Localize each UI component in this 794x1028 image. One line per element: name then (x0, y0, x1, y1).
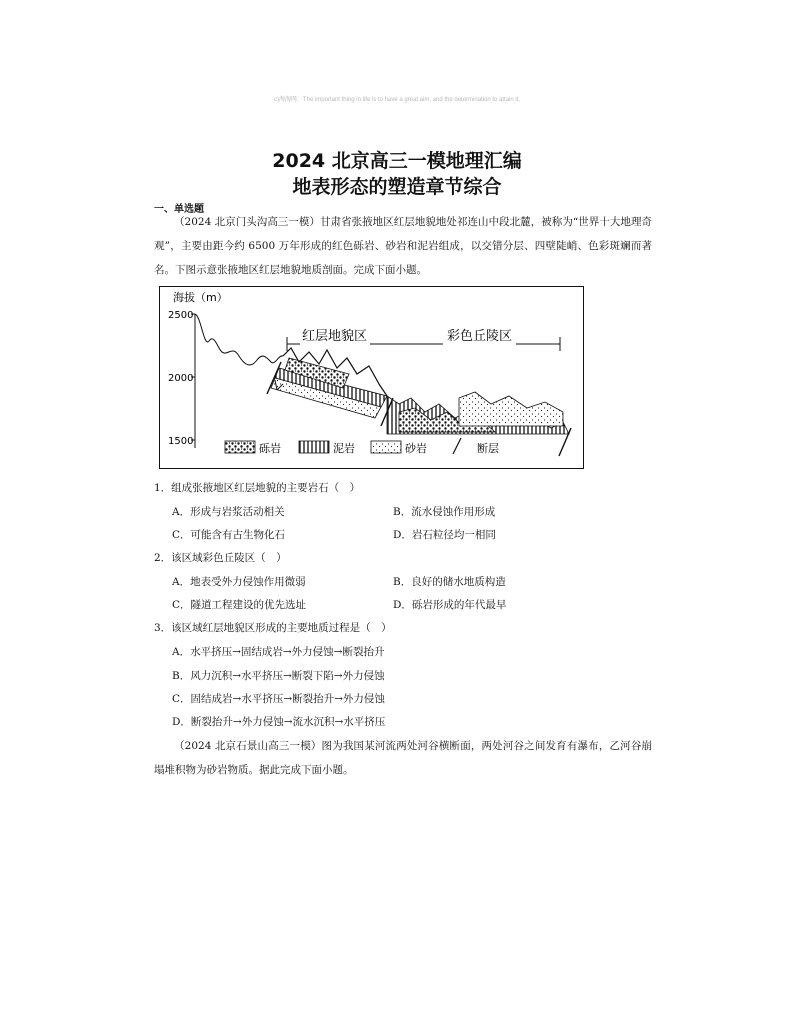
document-title: 2024 北京高三一模地理汇编 (272, 150, 522, 172)
document-subtitle: 地表形态的塑造章节综合 (292, 176, 502, 198)
q1-option-b: B．流水侵蚀作用形成 (393, 506, 496, 518)
legend-gravel-swatch (225, 441, 255, 453)
passage-2: （2024 北京石景山高三一模）图为我国某河流两处河谷横断面，两处河谷之间发育有瀑布，乙河谷崩塌堆积物为砂岩物质。据此完成下面小题。 (154, 740, 652, 776)
tick-2000: 2000 (168, 373, 194, 384)
q2-option-b: B．良好的储水地质构造 (393, 576, 506, 588)
section-heading: 一、单选题 (154, 204, 204, 215)
legend-fault-label: 断层 (477, 442, 499, 455)
region-label-red-layer: 红层地貌区 (302, 329, 368, 344)
q1-option-c: C．可能含有古生物化石 (172, 529, 286, 541)
legend-mudstone-label: 泥岩 (333, 442, 355, 455)
legend-gravel-label: 砾岩 (259, 442, 281, 455)
watermark: c)淘淘网：The important thing in life is to have a great aim, and the determination to attain it. (273, 97, 521, 103)
q1-option-d: D．岩石粒径均一相同 (393, 529, 496, 541)
q3-option-a: A．水平挤压→固结成岩→外力侵蚀→断裂抬升 (172, 646, 385, 658)
question-2: 2．该区域彩色丘陵区（ ） (154, 552, 287, 564)
region-label-colored-hills: 彩色丘陵区 (447, 329, 513, 344)
q3-option-b: B．风力沉积→水平挤压→断裂下陷→外力侵蚀 (172, 670, 385, 682)
question-3: 3．该区域红层地貌区形成的主要地质过程是（ ） (154, 622, 392, 634)
q3-option-c: C．固结成岩→水平挤压→断裂抬升→外力侵蚀 (172, 693, 385, 705)
geologic-profile-figure (159, 286, 584, 469)
question-1: 1．组成张掖地区红层地貌的主要岩石（ ） (154, 482, 361, 494)
tick-1500: 1500 (168, 436, 194, 447)
tick-2500: 2500 (168, 310, 194, 321)
legend-mudstone-swatch (299, 441, 329, 453)
y-axis-label: 海拔（m） (173, 291, 228, 304)
passage-1: （2024 北京门头沟高三一模）甘肃省张掖地区红层地貌地处祁连山中段北麓，被称为“世界十大地理奇观”，主要由距今约 6500 万年形成的红色砾岩、砂岩和泥岩组成，以交错分层、四壁陡峭、色彩斑斓而著名。下图示意张掖地区红层地貌地质剖面。完成下面小题。 (154, 216, 652, 276)
q2-option-c: C．隧道工程建设的优先选址 (172, 599, 307, 611)
q3-option-d: D．断裂抬升→外力侵蚀→流水沉积→水平挤压 (172, 716, 386, 728)
legend-sandstone-swatch (371, 441, 401, 453)
legend-sandstone-label: 砂岩 (405, 442, 427, 455)
q2-option-d: D．砾岩形成的年代最早 (393, 599, 507, 611)
q2-option-a: A．地表受外力侵蚀作用微弱 (172, 576, 306, 588)
q1-option-a: A．形成与岩浆活动相关 (172, 506, 285, 518)
